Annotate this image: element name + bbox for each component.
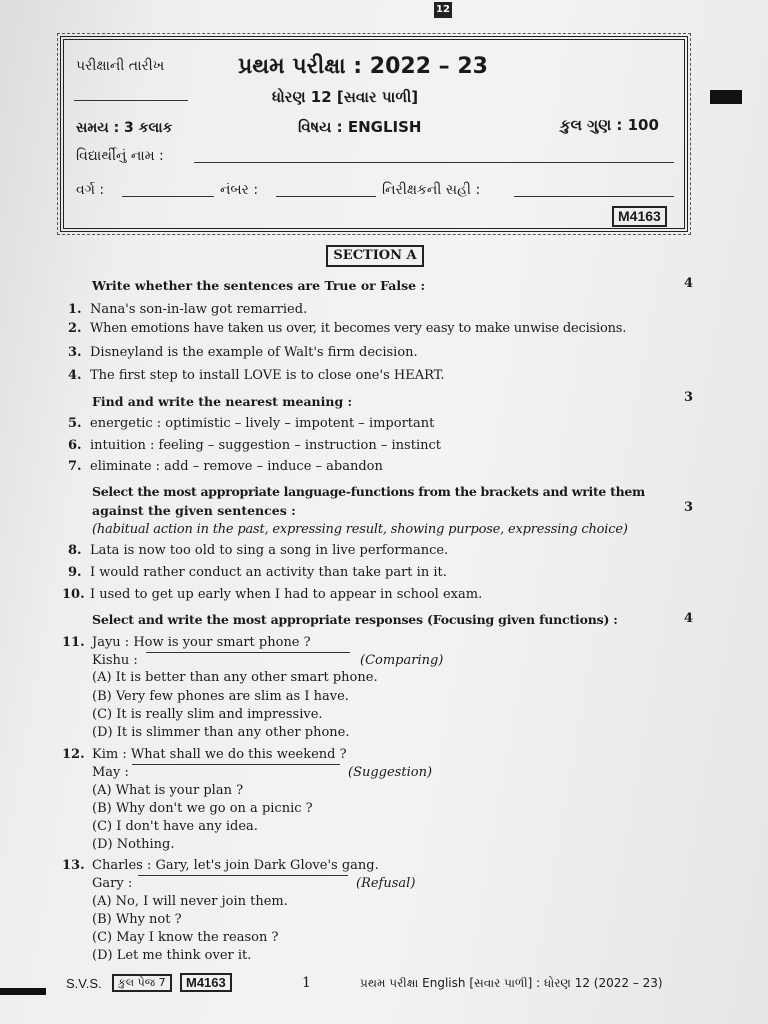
- option: (B) Why don't we go on a picnic ?: [92, 801, 313, 816]
- footer-publisher: S.V.S.: [66, 976, 102, 991]
- instruction-responses: Select and write the most appropriate responses (Focusing given functions) :: [92, 612, 618, 627]
- time-allowed: સમય : 3 કલાક: [76, 120, 173, 136]
- question-number: 9.: [68, 565, 82, 580]
- question-text: Disneyland is the example of Walt's firm decision.: [90, 345, 418, 360]
- dialogue-prompt: Kim : What shall we do this weekend ?: [92, 747, 347, 762]
- option: (A) No, I will never join them.: [92, 894, 288, 909]
- class-line: [122, 196, 214, 197]
- total-marks: કુલ ગુણ : 100: [560, 116, 659, 134]
- paper-code: M4163: [612, 206, 667, 227]
- question-number: 2.: [68, 321, 82, 336]
- respondent-label: May :: [92, 765, 129, 780]
- exam-header-box: [60, 36, 688, 232]
- option: (D) Let me think over it.: [92, 948, 252, 963]
- question-text: energetic : optimistic – lively – impotent – important: [90, 416, 435, 431]
- exam-title: પ્રથમ પરીક્ષા : 2022 – 23: [238, 54, 488, 79]
- standard-shift: ધોરણ 12 [સવાર પાળી]: [272, 88, 419, 106]
- marks-nearest-meaning: 3: [684, 390, 694, 405]
- answer-blank: [138, 875, 348, 876]
- question-text: eliminate : add – remove – induce – abandon: [90, 459, 383, 474]
- question-text: I would rather conduct an activity than take part in it.: [90, 565, 447, 580]
- question-number: 8.: [68, 543, 82, 558]
- instruction-language-functions-line1: Select the most appropriate language-functions from the brackets and write them: [92, 484, 645, 499]
- question-number: 5.: [68, 416, 82, 431]
- question-text: The first step to install LOVE is to close one's HEART.: [90, 368, 445, 383]
- marks-language-functions: 3: [684, 500, 694, 515]
- class-label: વર્ગ :: [76, 182, 105, 198]
- right-edge-mark: [710, 90, 742, 104]
- option: (B) Why not ?: [92, 912, 182, 927]
- option: (D) It is slimmer than any other phone.: [92, 725, 350, 740]
- question-number: 7.: [68, 459, 82, 474]
- question-number: 13.: [62, 858, 85, 873]
- instruction-language-functions-line2: against the given sentences :: [92, 503, 296, 518]
- question-text: When emotions have taken us over, it becomes very easy to make unwise decisions.: [90, 321, 627, 336]
- function-label: (Refusal): [356, 876, 416, 891]
- question-number: 11.: [62, 635, 85, 650]
- marks-responses: 4: [684, 611, 694, 626]
- question-number: 3.: [68, 345, 82, 360]
- supervisor-sign-line: [514, 196, 674, 197]
- instruction-nearest-meaning: Find and write the nearest meaning :: [92, 394, 353, 409]
- option: (A) It is better than any other smart phone.: [92, 670, 378, 685]
- left-edge-mark: [0, 988, 46, 995]
- footer-code: M4163: [180, 973, 232, 992]
- option: (C) May I know the reason ?: [92, 930, 279, 945]
- exam-date-line: [74, 100, 188, 101]
- section-title: SECTION A: [326, 245, 424, 267]
- question-text: Nana's son-in-law got remarried.: [90, 302, 308, 317]
- function-label: (Suggestion): [348, 765, 433, 780]
- dialogue-prompt: Charles : Gary, let's join Dark Glove's gang.: [92, 858, 379, 873]
- language-functions-hint: (habitual action in the past, expressing result, showing purpose, expressing choice): [92, 522, 628, 537]
- student-name-line: [194, 162, 674, 163]
- instruction-true-false: Write whether the sentences are True or False :: [92, 278, 426, 293]
- footer-page-number: 1: [302, 975, 311, 991]
- respondent-label: Gary :: [92, 876, 133, 891]
- question-number: 10.: [62, 587, 85, 602]
- page-marker: 12: [434, 2, 452, 18]
- exam-date-label: પરીક્ષાની તારીખ: [76, 58, 165, 74]
- question-text: intuition : feeling – suggestion – instruction – instinct: [90, 438, 441, 453]
- function-label: (Comparing): [360, 653, 444, 668]
- question-text: I used to get up early when I had to appear in school exam.: [90, 587, 483, 602]
- answer-blank: [132, 764, 340, 765]
- option: (C) It is really slim and impressive.: [92, 707, 323, 722]
- option: (B) Very few phones are slim as I have.: [92, 689, 349, 704]
- marks-true-false: 4: [684, 276, 694, 291]
- question-number: 4.: [68, 368, 82, 383]
- question-number: 1.: [68, 302, 82, 317]
- option: (A) What is your plan ?: [92, 783, 244, 798]
- question-text: Lata is now too old to sing a song in live performance.: [90, 543, 449, 558]
- question-number: 12.: [62, 747, 85, 762]
- respondent-label: Kishu :: [92, 653, 138, 668]
- student-name-label: વિદ્યાર્થીનું નામ :: [76, 148, 164, 164]
- answer-blank: [146, 652, 350, 653]
- supervisor-sign-label: નિરીક્ષકની સહી :: [382, 182, 481, 198]
- option: (D) Nothing.: [92, 837, 175, 852]
- dialogue-prompt: Jayu : How is your smart phone ?: [92, 635, 311, 650]
- subject: વિષય : ENGLISH: [298, 118, 422, 136]
- footer-running-title: પ્રથમ પરીક્ષા English [સવાર પાળી] : ધોરણ 12 (2022 – 23): [360, 976, 663, 990]
- question-number: 6.: [68, 438, 82, 453]
- option: (C) I don't have any idea.: [92, 819, 258, 834]
- number-label: નંબર :: [220, 182, 259, 198]
- footer-total-pages: કુલ પેજ 7: [112, 974, 172, 992]
- number-line: [276, 196, 376, 197]
